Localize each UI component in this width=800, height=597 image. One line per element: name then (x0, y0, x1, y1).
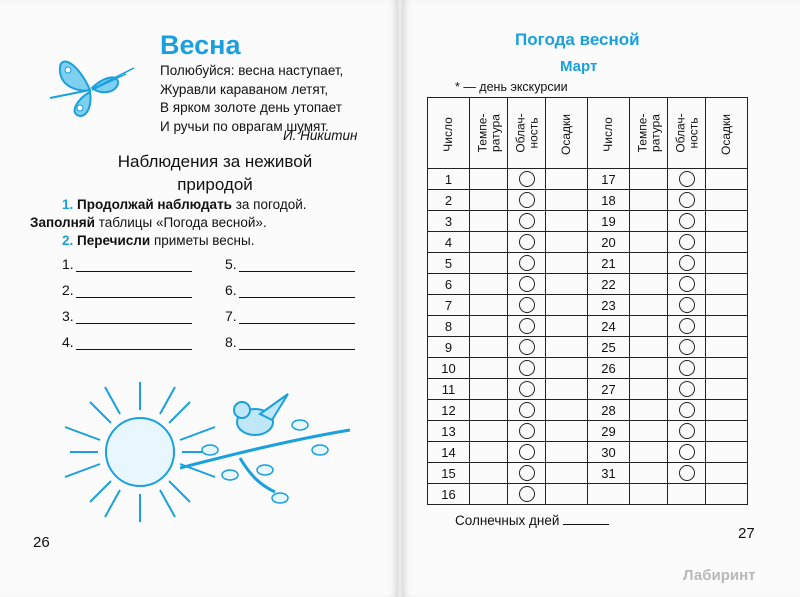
precip-cell[interactable] (546, 484, 588, 505)
cloud-circle-icon[interactable] (679, 318, 695, 334)
precip-cell[interactable] (706, 337, 748, 358)
precip-cell[interactable] (546, 379, 588, 400)
table-row (428, 253, 748, 274)
cloud-circle-icon[interactable] (519, 297, 535, 313)
day-cell: 19 (588, 211, 630, 232)
day-cell: 17 (588, 169, 630, 190)
day-cell: 1 (428, 169, 470, 190)
blank-line[interactable]: 7. (225, 308, 355, 324)
cloud-cell[interactable] (508, 463, 546, 484)
cloud-cell[interactable] (508, 190, 546, 211)
header-day: Число (428, 98, 470, 169)
cloud-cell[interactable] (508, 169, 546, 190)
precip-cell[interactable] (706, 316, 748, 337)
day-cell: 2 (428, 190, 470, 211)
temp-cell[interactable] (470, 442, 508, 463)
cloud-cell[interactable] (668, 316, 706, 337)
precip-cell[interactable] (546, 295, 588, 316)
header-temperature: Темпе- ратура (630, 98, 668, 169)
temp-cell[interactable] (630, 463, 668, 484)
cloud-circle-icon[interactable] (519, 192, 535, 208)
table-row (428, 484, 748, 505)
cloud-circle-icon[interactable] (679, 360, 695, 376)
header-cloudiness: Облач- ность (668, 98, 706, 169)
precip-cell[interactable] (546, 169, 588, 190)
cloud-circle-icon[interactable] (519, 360, 535, 376)
precip-cell[interactable] (706, 253, 748, 274)
precip-cell[interactable] (706, 379, 748, 400)
table-row (428, 421, 748, 442)
month-label: Март (560, 58, 598, 75)
cloud-cell[interactable] (668, 400, 706, 421)
precip-cell[interactable] (546, 211, 588, 232)
sunny-days-field[interactable]: Солнечных дней (455, 512, 609, 528)
temp-cell[interactable] (630, 211, 668, 232)
precip-cell[interactable] (546, 232, 588, 253)
precip-cell[interactable] (706, 295, 748, 316)
cloud-cell[interactable] (508, 316, 546, 337)
precip-cell[interactable] (546, 316, 588, 337)
temp-cell[interactable] (470, 463, 508, 484)
cloud-cell[interactable] (668, 337, 706, 358)
cloud-circle-icon[interactable] (519, 339, 535, 355)
cloud-circle-icon[interactable] (679, 402, 695, 418)
temp-cell[interactable] (470, 400, 508, 421)
cloud-cell[interactable] (508, 232, 546, 253)
precip-cell[interactable] (706, 421, 748, 442)
cloud-circle-icon[interactable] (519, 465, 535, 481)
empty-cell[interactable] (668, 484, 706, 505)
precip-cell[interactable] (546, 463, 588, 484)
precip-cell[interactable] (706, 274, 748, 295)
day-cell: 27 (588, 379, 630, 400)
day-cell: 30 (588, 442, 630, 463)
precip-cell[interactable] (706, 400, 748, 421)
cloud-circle-icon[interactable] (519, 486, 535, 502)
cloud-circle-icon[interactable] (679, 465, 695, 481)
cloud-circle-icon[interactable] (679, 171, 695, 187)
cloud-circle-icon[interactable] (519, 213, 535, 229)
blank-line[interactable]: 6. (225, 282, 355, 298)
blank-line[interactable]: 1. (62, 256, 192, 272)
temp-cell[interactable] (630, 400, 668, 421)
temp-cell[interactable] (630, 337, 668, 358)
day-cell: 9 (428, 337, 470, 358)
temp-cell[interactable] (470, 232, 508, 253)
cloud-circle-icon[interactable] (519, 171, 535, 187)
table-row (428, 463, 748, 484)
header-temperature: Темпе- ратура (470, 98, 508, 169)
temp-cell[interactable] (470, 358, 508, 379)
cloud-cell[interactable] (668, 274, 706, 295)
temp-cell[interactable] (470, 379, 508, 400)
precip-cell[interactable] (546, 400, 588, 421)
precip-cell[interactable] (546, 358, 588, 379)
day-cell: 4 (428, 232, 470, 253)
temp-cell[interactable] (470, 169, 508, 190)
temp-cell[interactable] (470, 295, 508, 316)
empty-cell[interactable] (630, 484, 668, 505)
precip-cell[interactable] (706, 169, 748, 190)
page-title: Весна (160, 30, 241, 60)
day-cell: 3 (428, 211, 470, 232)
day-cell: 6 (428, 274, 470, 295)
cloud-circle-icon[interactable] (679, 339, 695, 355)
temp-cell[interactable] (470, 274, 508, 295)
cloud-circle-icon[interactable] (679, 423, 695, 439)
precip-cell[interactable] (546, 253, 588, 274)
cloud-circle-icon[interactable] (679, 381, 695, 397)
temp-cell[interactable] (470, 337, 508, 358)
table-row (428, 337, 748, 358)
cloud-cell[interactable] (508, 421, 546, 442)
empty-cell[interactable] (588, 484, 630, 505)
day-cell: 23 (588, 295, 630, 316)
precip-cell[interactable] (706, 190, 748, 211)
cloud-circle-icon[interactable] (679, 192, 695, 208)
table-title: Погода весной (515, 30, 640, 49)
cloud-cell[interactable] (508, 484, 546, 505)
cloud-circle-icon[interactable] (679, 276, 695, 292)
day-cell: 14 (428, 442, 470, 463)
day-cell: 8 (428, 316, 470, 337)
precip-cell[interactable] (546, 274, 588, 295)
empty-cell[interactable] (706, 484, 748, 505)
cloud-cell[interactable] (508, 253, 546, 274)
table-row (428, 169, 748, 190)
cloud-circle-icon[interactable] (679, 297, 695, 313)
cloud-cell[interactable] (668, 421, 706, 442)
cloud-cell[interactable] (668, 442, 706, 463)
temp-cell[interactable] (470, 421, 508, 442)
table-header-row (428, 98, 748, 169)
cloud-cell[interactable] (508, 295, 546, 316)
task-1-cont: Заполняй таблицы «Погода весной». (30, 215, 267, 230)
temp-cell[interactable] (630, 379, 668, 400)
blank-line[interactable]: 2. (62, 282, 192, 298)
table-row (428, 232, 748, 253)
precip-cell[interactable] (546, 337, 588, 358)
table-row (428, 190, 748, 211)
precip-cell[interactable] (706, 442, 748, 463)
cloud-cell[interactable] (668, 190, 706, 211)
cloud-cell[interactable] (668, 232, 706, 253)
poem (160, 62, 343, 136)
day-cell: 15 (428, 463, 470, 484)
task-2: 2. Перечисли приметы весны. (62, 233, 255, 248)
poem-line: В ярком золоте день утопает (160, 100, 342, 115)
cloud-cell[interactable] (508, 358, 546, 379)
precip-cell[interactable] (546, 421, 588, 442)
cloud-cell[interactable] (668, 295, 706, 316)
blank-line[interactable]: 4. (62, 334, 192, 350)
task-1: 1. Продолжай наблюдать за погодой. (62, 197, 307, 212)
temp-cell[interactable] (470, 484, 508, 505)
precip-cell[interactable] (706, 211, 748, 232)
cloud-cell[interactable] (668, 253, 706, 274)
poem-line: Полюбуйся: весна наступает, (160, 63, 344, 78)
cloud-cell[interactable] (668, 379, 706, 400)
day-cell: 5 (428, 253, 470, 274)
cloud-cell[interactable] (508, 211, 546, 232)
day-cell: 24 (588, 316, 630, 337)
precip-cell[interactable] (706, 358, 748, 379)
temp-cell[interactable] (470, 253, 508, 274)
temp-cell[interactable] (630, 232, 668, 253)
temp-cell[interactable] (470, 316, 508, 337)
table-row (428, 442, 748, 463)
cloud-cell[interactable] (508, 442, 546, 463)
table-row (428, 316, 748, 337)
precip-cell[interactable] (546, 442, 588, 463)
table-row (428, 211, 748, 232)
temp-cell[interactable] (630, 274, 668, 295)
labirint-logo: Лабиринт (683, 567, 756, 584)
temp-cell[interactable] (630, 190, 668, 211)
temp-cell[interactable] (630, 169, 668, 190)
temp-cell[interactable] (630, 316, 668, 337)
cloud-circle-icon[interactable] (519, 255, 535, 271)
cloud-circle-icon[interactable] (679, 213, 695, 229)
day-cell: 11 (428, 379, 470, 400)
poem-line: Журавли караваном летят, (160, 81, 329, 97)
day-cell: 16 (428, 484, 470, 505)
cloud-circle-icon[interactable] (519, 402, 535, 418)
precip-cell[interactable] (546, 190, 588, 211)
day-cell: 29 (588, 421, 630, 442)
day-cell: 28 (588, 400, 630, 421)
left-page (0, 0, 398, 597)
precip-cell[interactable] (706, 463, 748, 484)
cloud-circle-icon[interactable] (519, 234, 535, 250)
temp-cell[interactable] (630, 253, 668, 274)
temp-cell[interactable] (470, 211, 508, 232)
header-cloudiness: Облач- ность (508, 98, 546, 169)
day-cell: 12 (428, 400, 470, 421)
temp-cell[interactable] (630, 295, 668, 316)
bird-icon (180, 380, 355, 510)
table-row (428, 274, 748, 295)
cloud-cell[interactable] (668, 169, 706, 190)
cloud-cell[interactable] (508, 379, 546, 400)
blank-line[interactable]: 8. (225, 334, 355, 350)
day-cell: 7 (428, 295, 470, 316)
day-cell: 10 (428, 358, 470, 379)
cloud-circle-icon[interactable] (679, 255, 695, 271)
temp-cell[interactable] (630, 442, 668, 463)
excursion-note: * — день экскурсии (455, 80, 568, 94)
cloud-cell[interactable] (508, 400, 546, 421)
table-row (428, 379, 748, 400)
temp-cell[interactable] (630, 421, 668, 442)
day-cell: 13 (428, 421, 470, 442)
cloud-cell[interactable] (668, 358, 706, 379)
table-row (428, 295, 748, 316)
poem-line: И ручьи по оврагам шумят. (160, 118, 329, 134)
cloud-cell[interactable] (508, 274, 546, 295)
day-cell: 18 (588, 190, 630, 211)
temp-cell[interactable] (470, 190, 508, 211)
cloud-cell[interactable] (668, 211, 706, 232)
temp-cell[interactable] (630, 358, 668, 379)
cloud-circle-icon[interactable] (519, 423, 535, 439)
page-number: 27 (738, 525, 755, 542)
blank-line[interactable]: 5. (225, 256, 355, 272)
header-precipitation: Осадки (546, 98, 588, 169)
cloud-circle-icon[interactable] (519, 318, 535, 334)
butterfly-icon (38, 52, 148, 122)
cloud-circle-icon[interactable] (519, 444, 535, 460)
cloud-circle-icon[interactable] (519, 381, 535, 397)
poem-author: И. Никитин (283, 128, 358, 143)
header-precipitation: Осадки (706, 98, 748, 169)
precip-cell[interactable] (706, 232, 748, 253)
day-cell: 25 (588, 337, 630, 358)
cloud-cell[interactable] (668, 463, 706, 484)
weather-table (427, 97, 748, 505)
day-cell: 26 (588, 358, 630, 379)
day-cell: 22 (588, 274, 630, 295)
cloud-circle-icon[interactable] (519, 276, 535, 292)
day-cell: 20 (588, 232, 630, 253)
day-cell: 31 (588, 463, 630, 484)
header-day: Число (588, 98, 630, 169)
page-number: 26 (33, 534, 50, 551)
cloud-cell[interactable] (508, 337, 546, 358)
table-row (428, 400, 748, 421)
cloud-circle-icon[interactable] (679, 444, 695, 460)
table-row (428, 358, 748, 379)
cloud-circle-icon[interactable] (679, 234, 695, 250)
section-title: Наблюдения за неживой природой (117, 152, 313, 194)
blank-line[interactable]: 3. (62, 308, 192, 324)
day-cell: 21 (588, 253, 630, 274)
